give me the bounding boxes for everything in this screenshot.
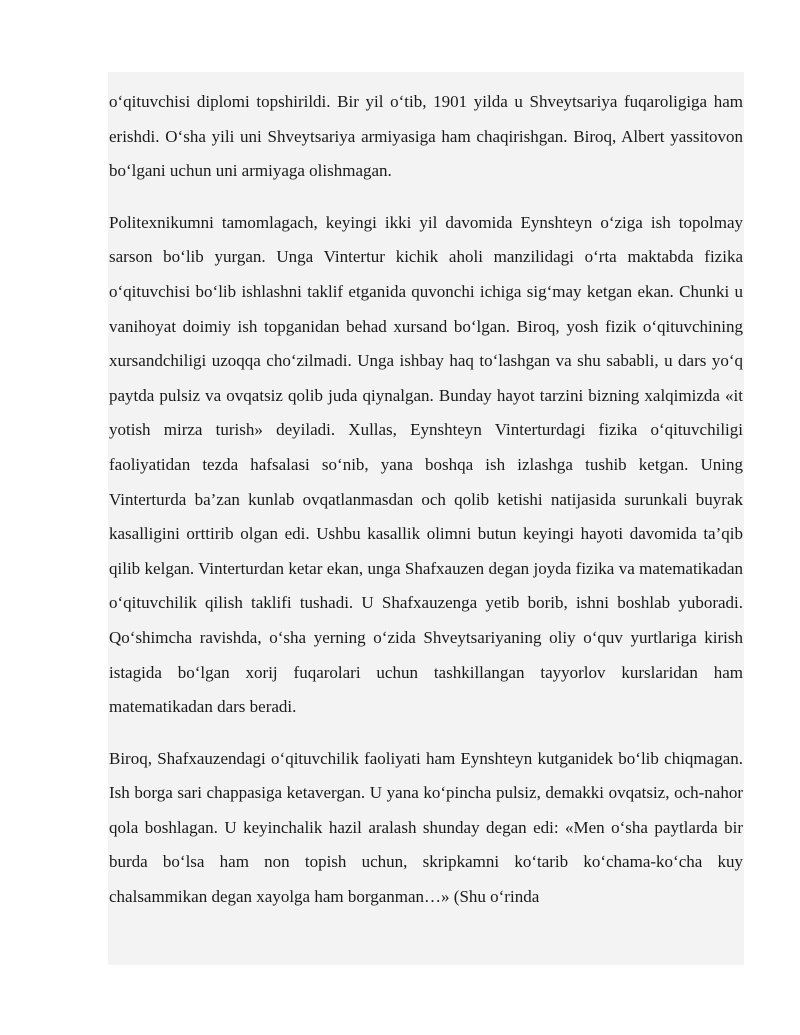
text-body <box>108 72 744 965</box>
paragraph-3: Biroq, Shafxauzendagi o‘qituvchilik faoliyati ham Eynshteyn kutganidek bo‘lib chiqmagan. Ish borga sari chappasiga ketavergan. U yana ko‘pincha pulsiz, demakki ovqatsiz, och-nahor qola boshlagan. U keyinchalik hazil aralash shunday degan edi: «Men o‘sha paytlarda bir burda bo‘lsa ham non topish uchun, skripkamni ko‘tarib ko‘chama-ko‘cha kuy chalsammikan degan xayolga ham borganman…» (Shu o‘rinda <box>109 748 743 907</box>
paragraph-2: Politexnikumni tamomlagach, keyingi ikki yil davomida Eynshteyn o‘ziga ish topolmay sarson bo‘lib yurgan. Unga Vintertur kichik aholi manzilidagi o‘rta maktabda fizika o‘qituvchisi bo‘lib ishlashni taklif etganida quvonchi ichiga sig‘may ketgan ekan. Chunki u vanihoyat doimiy ish topganidan behad xursand bo‘lgan. Biroq, yosh fizik o‘qituvchining xursandchiligi uzoqqa cho‘zilmadi. Unga ishbay haq to‘lashgan va shu sababli, u dars yo‘q paytda pulsiz va ovqatsiz qolib juda qiynalgan. Bunday hayot tarzini bizning xalqimizda «it yotish mirza turish» deyiladi. Xullas, Eynshteyn Vinterturdagi fizika o‘qituvchiligi faoliyatidan tezda hafsalasi so‘nib, yana boshqa ish izlashga tushib ketgan. Uning Vinterturda ba’zan kunlab ovqatlanmasdan och qolib ketishi natijasida surunkali buyrak kasalligini orttirib olgan edi. Ushbu kasallik olimni butun keyingi hayoti davomida ta’qib qilib kelgan. Vinterturdan ketar ekan, unga Shafxauzen degan joyda fizika va matematikadan o‘qituvchilik qilish taklifi tushadi. U Shafxauzenga yetib borib, ishni boshlab yuboradi. Qo‘shimcha ravishda, o‘sha yerning o‘zida Shveytsariyaning oliy o‘quv yurtlariga kirish istagida bo‘lgan xorij fuqarolari uchun tashkillangan tayyorlov kurslaridan ham matematikadan dars beradi. <box>109 212 743 717</box>
paragraph-1: o‘qituvchisi diplomi topshirildi. Bir yil o‘tib, 1901 yilda u Shveytsariya fuqaroligiga ham erishdi. O‘sha yili uni Shveytsariya armiyasiga ham chaqirishgan. Biroq, Albert yassitovon bo‘lgani uchun uni armiyaga olishmagan. <box>109 92 743 181</box>
